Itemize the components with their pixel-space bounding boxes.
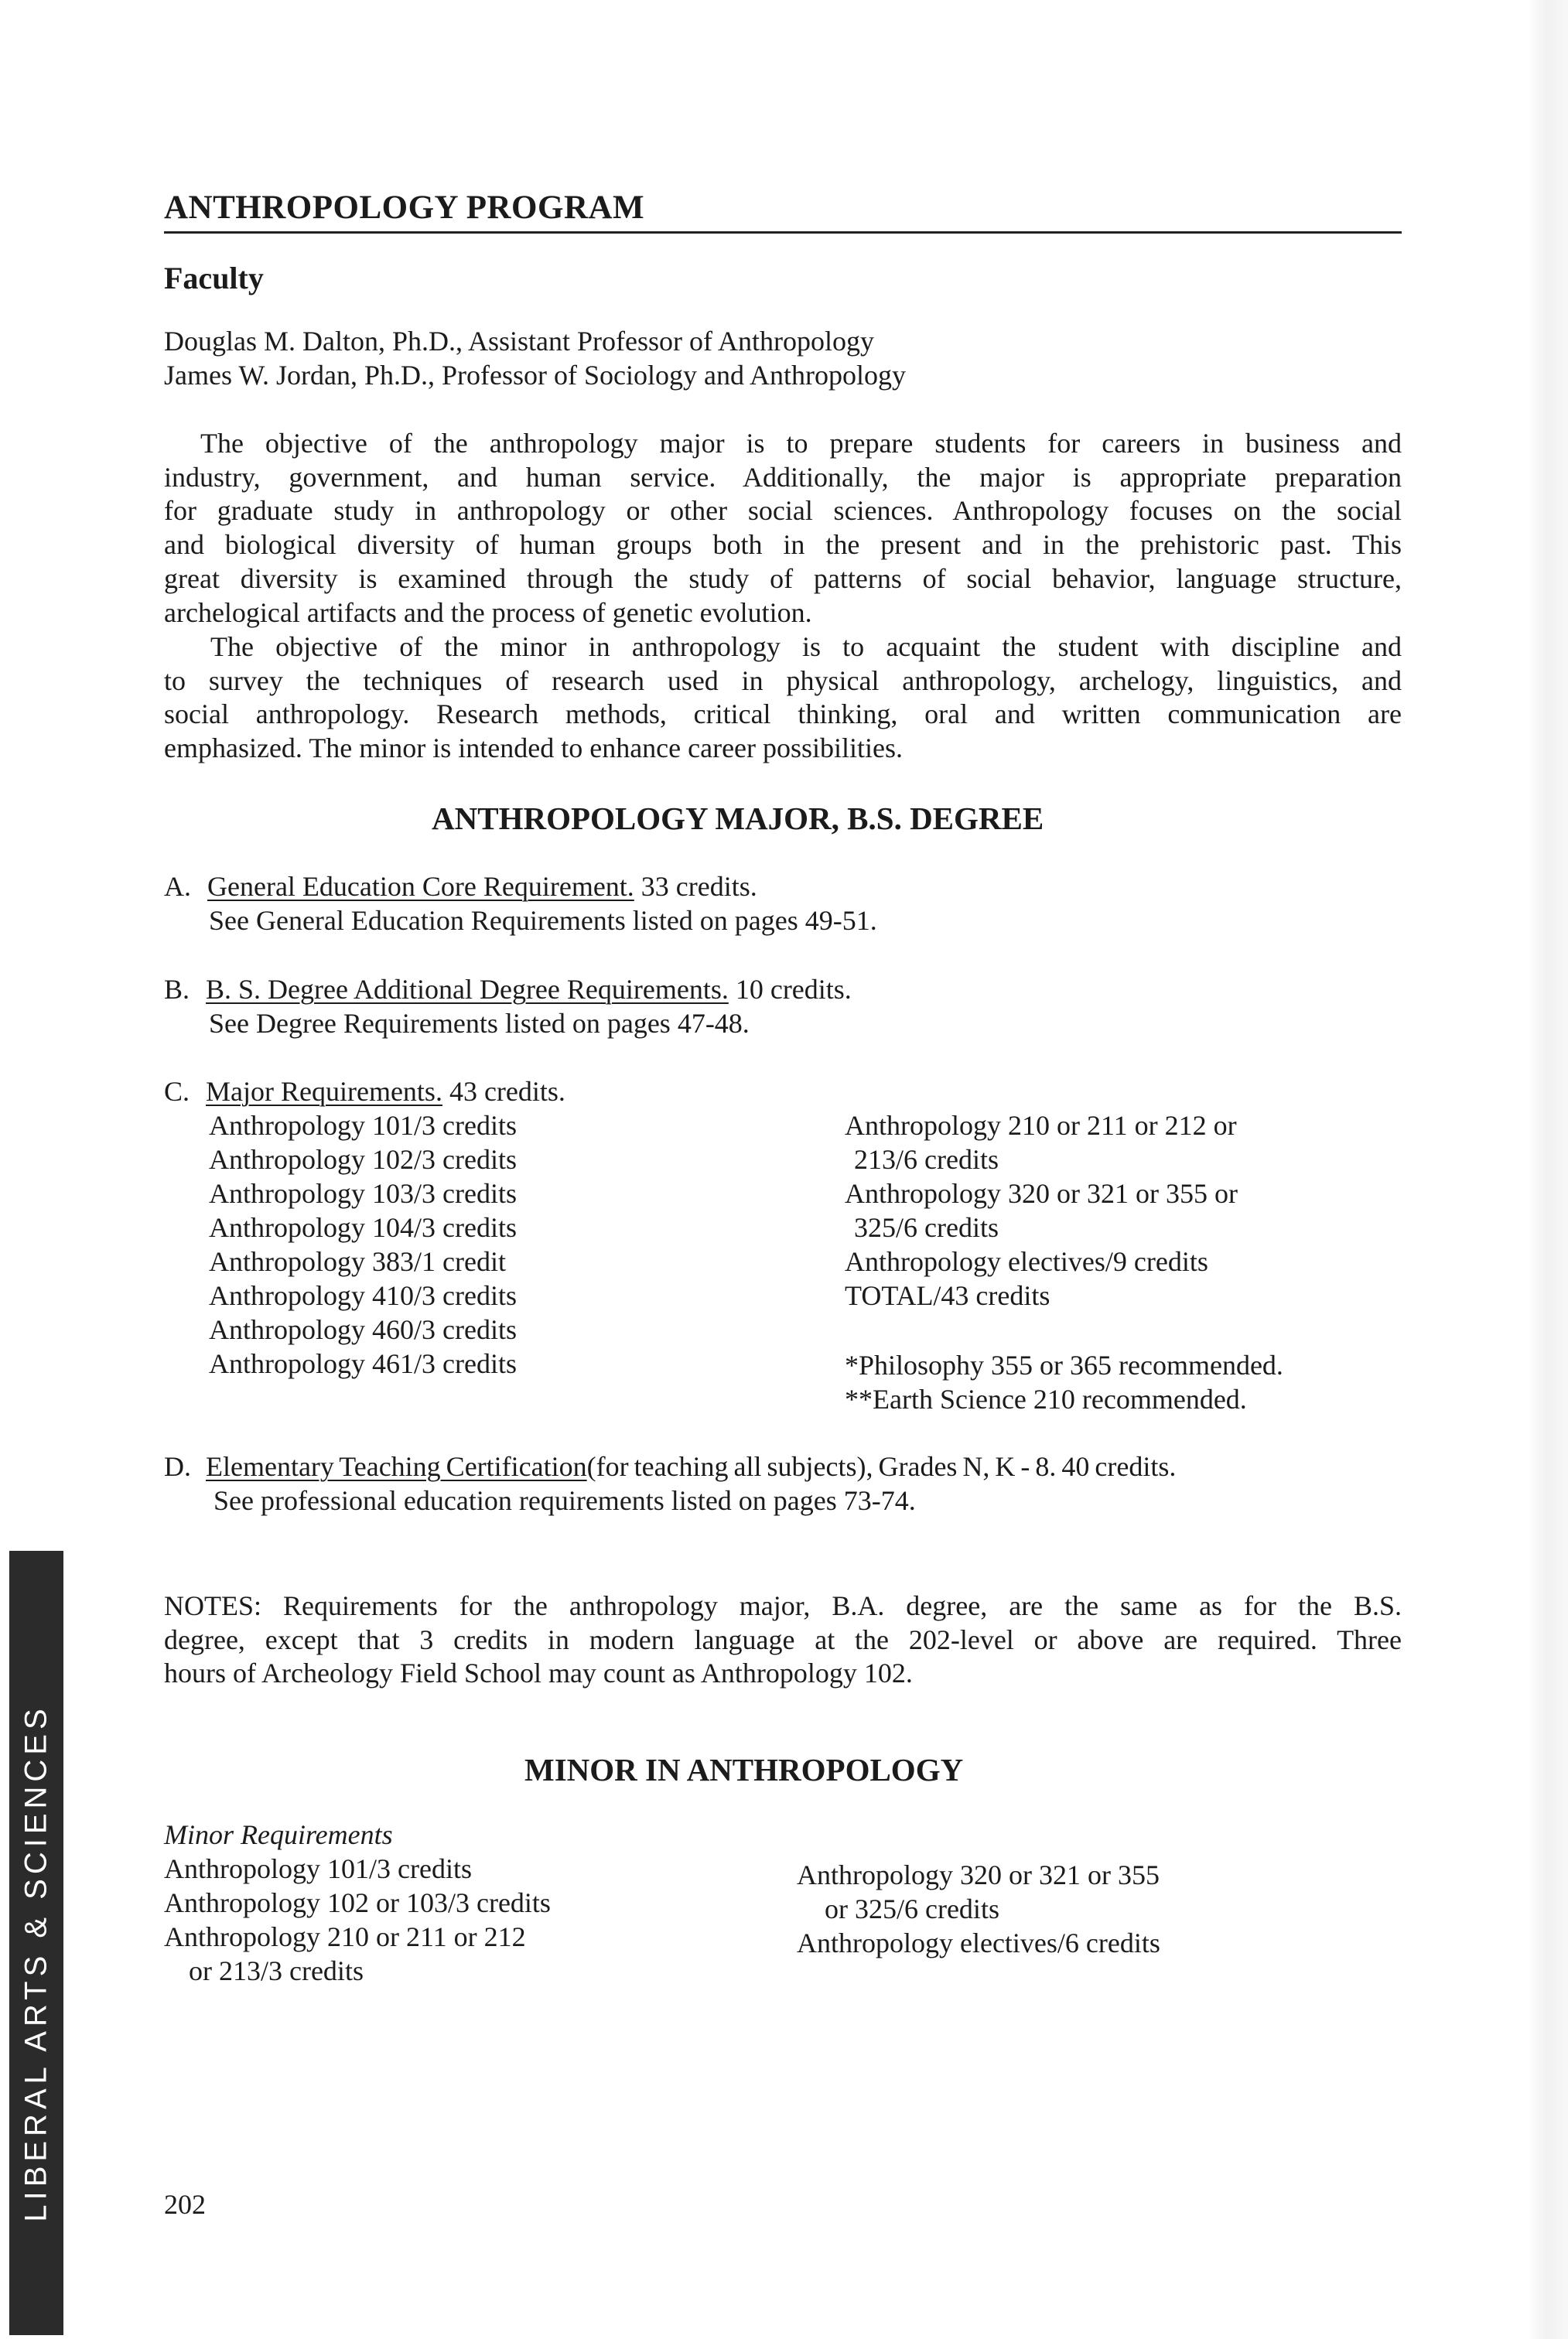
minor-courses-left xyxy=(164,1852,551,1988)
text-line: The objective of the anthropology major is to prepare students for careers in business and xyxy=(200,428,1402,459)
faculty-member: James W. Jordan, Ph.D., Professor of Sociology and Anthropology xyxy=(164,360,906,391)
minor-courses-right xyxy=(797,1858,1160,1960)
requirement-title: B. S. Degree Additional Degree Requirements. xyxy=(206,974,729,1005)
intro-paragraph-minor xyxy=(164,630,1402,766)
requirement-credits: 10 credits. xyxy=(735,974,852,1005)
course-item: Anthropology 101/3 credits xyxy=(209,1110,517,1141)
course-item: TOTAL/43 credits xyxy=(845,1280,1050,1311)
text-line: archelogical artifacts and the process of genetic evolution. xyxy=(164,596,812,628)
text-line: hours of Archeology Field School may count as Anthropology 102. xyxy=(164,1658,913,1689)
requirement-a xyxy=(164,869,757,903)
recommendation-note: *Philosophy 355 or 365 recommended. xyxy=(845,1350,1283,1381)
requirement-note: See professional education requirements listed on pages 73-74. xyxy=(214,1485,916,1516)
page-title: ANTHROPOLOGY PROGRAM xyxy=(164,190,645,226)
requirement-note: See Degree Requirements listed on pages 47-48. xyxy=(209,1008,750,1039)
course-item: Anthropology 383/1 credit xyxy=(209,1246,506,1277)
course-item: Anthropology 410/3 credits xyxy=(209,1280,517,1311)
course-item: Anthropology 320 or 321 or 355 or xyxy=(845,1178,1238,1209)
course-item: or 325/6 credits xyxy=(825,1893,999,1924)
recommendation-note: **Earth Science 210 recommended. xyxy=(845,1384,1247,1415)
faculty-heading: Faculty xyxy=(164,261,264,295)
course-item: Anthropology 461/3 credits xyxy=(209,1348,517,1379)
text-line: industry, government, and human service. Additionally, the major is appropriate preparation xyxy=(164,461,1402,493)
minor-heading: MINOR IN ANTHROPOLOGY xyxy=(524,1752,964,1788)
requirement-title: Major Requirements. xyxy=(206,1076,442,1107)
text-line: social anthropology. Research methods, critical thinking, oral and written communication are xyxy=(164,698,1402,730)
notes-paragraph xyxy=(164,1589,1402,1691)
course-item: Anthropology 102 or 103/3 credits xyxy=(164,1887,551,1918)
requirement-title: General Education Core Requirement. xyxy=(207,871,634,902)
item-letter: D. xyxy=(164,1451,191,1482)
course-item: or 213/3 credits xyxy=(189,1955,364,1986)
text-line: emphasized. The minor is intended to enhance career possibilities. xyxy=(164,732,904,764)
course-item: Anthropology electives/6 credits xyxy=(797,1928,1160,1958)
course-item: Anthropology 102/3 credits xyxy=(209,1144,517,1175)
requirement-credits: 33 credits. xyxy=(641,871,757,902)
item-letter: C. xyxy=(164,1076,190,1107)
text-line: great diversity is examined through the study of patterns of social behavior, language structure, xyxy=(164,562,1402,594)
page-edge-shadow xyxy=(1528,0,1568,2339)
section-tab-label: LIBERAL ARTS & SCIENCES xyxy=(19,1704,53,2222)
major-heading: ANTHROPOLOGY MAJOR, B.S. DEGREE xyxy=(432,801,1044,836)
text-line: The objective of the minor in anthropology is to acquaint the student with discipline and xyxy=(210,631,1402,662)
requirement-c xyxy=(164,1074,565,1108)
intro-paragraph-major xyxy=(164,427,1402,630)
course-item: 325/6 credits xyxy=(854,1212,999,1243)
text-line: NOTES: Requirements for the anthropology major, B.A. degree, are the same as for the B.S. xyxy=(164,1590,1402,1621)
item-letter: B. xyxy=(164,974,190,1005)
course-item: Anthropology 101/3 credits xyxy=(164,1853,472,1884)
requirement-credits: 43 credits. xyxy=(449,1076,565,1107)
course-item: 213/6 credits xyxy=(854,1144,999,1175)
requirement-b xyxy=(164,972,852,1006)
text-line: degree, except that 3 credits in modern language at the 202-level or above are required. Three xyxy=(164,1624,1402,1655)
course-item: Anthropology 210 or 211 or 212 xyxy=(164,1921,526,1952)
text-line: for graduate study in anthropology or other social sciences. Anthropology focuses on the social xyxy=(164,495,1402,527)
major-courses-left xyxy=(209,1108,517,1381)
course-item: Anthropology electives/9 credits xyxy=(845,1246,1208,1277)
requirement-note: See General Education Requirements listed on pages 49-51. xyxy=(209,905,877,936)
text-line: and biological diversity of human groups both in the present and in the prehistoric past. This xyxy=(164,529,1402,561)
faculty-member: Douglas M. Dalton, Ph.D., Assistant Professor of Anthropology xyxy=(164,326,874,357)
requirement-detail: (for teaching all subjects), Grades N, K - 8. 40 credits. xyxy=(586,1451,1177,1482)
minor-subheading: Minor Requirements xyxy=(164,1819,393,1850)
title-rule xyxy=(164,231,1402,234)
course-item: Anthropology 103/3 credits xyxy=(209,1178,517,1209)
course-item: Anthropology 460/3 credits xyxy=(209,1314,517,1345)
page-number: 202 xyxy=(164,2189,206,2220)
requirement-d xyxy=(164,1449,1176,1484)
course-item: Anthropology 104/3 credits xyxy=(209,1212,517,1243)
course-item: Anthropology 210 or 211 or 212 or xyxy=(845,1110,1237,1141)
text-line: to survey the techniques of research used in physical anthropology, archelogy, linguistics, and xyxy=(164,664,1402,696)
requirement-title: Elementary Teaching Certification xyxy=(206,1451,587,1482)
item-letter: A. xyxy=(164,871,191,902)
course-item: Anthropology 320 or 321 or 355 xyxy=(797,1859,1160,1890)
major-courses-right xyxy=(845,1108,1238,1313)
